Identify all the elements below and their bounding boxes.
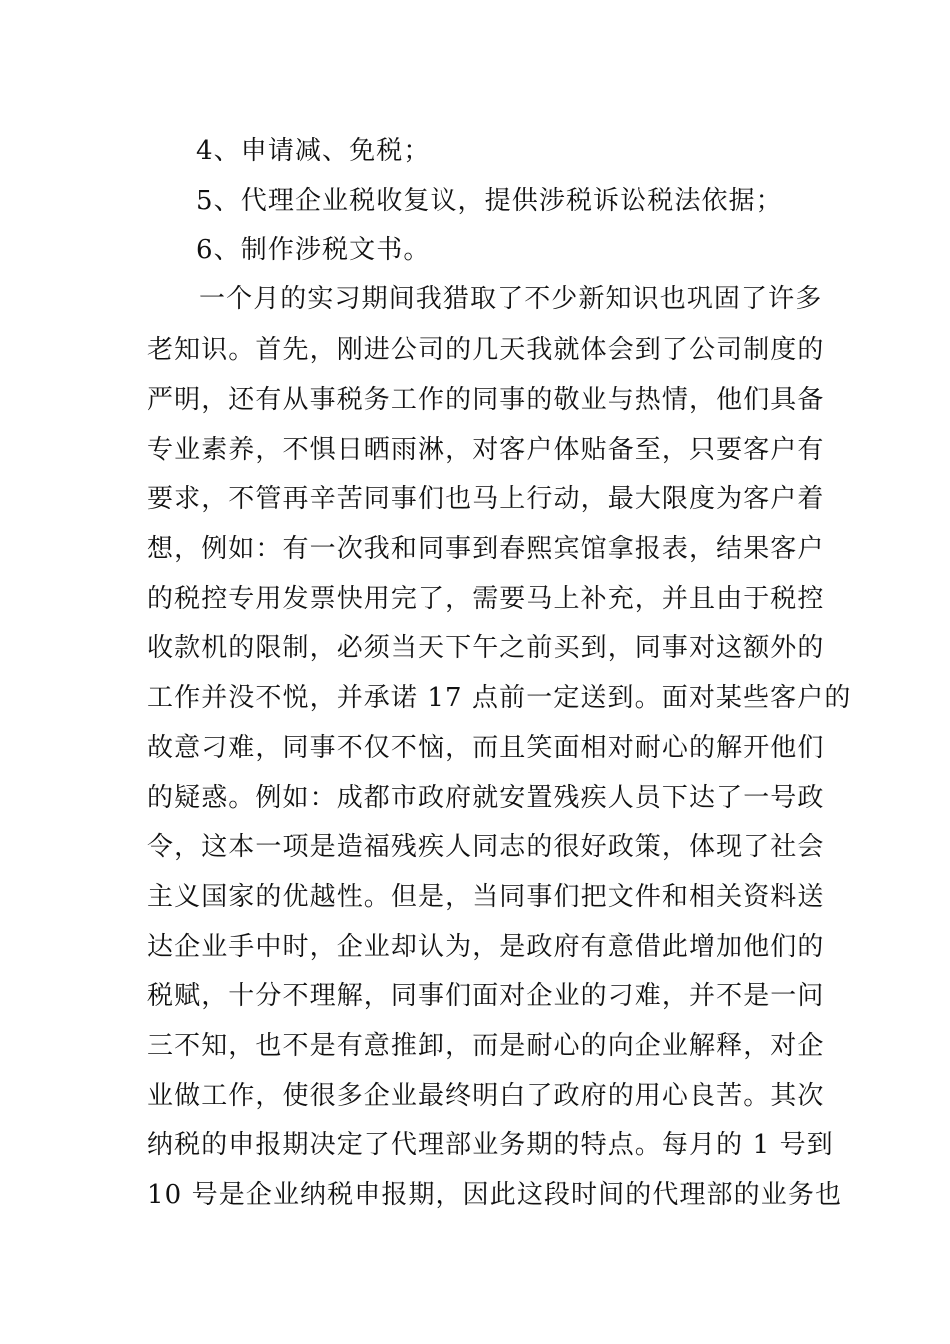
paragraph-line: 10 号是企业纳税申报期，因此这段时间的代理部的业务也 [147, 1180, 843, 1210]
paragraph-line: 的税控专用发票快用完了，需要马上补充，并且由于税控 [147, 584, 825, 614]
list-item-6: 6、制作涉税文书。 [196, 235, 431, 265]
paragraph-line: 想，例如：有一次我和同事到春熙宾馆拿报表，结果客户 [147, 534, 825, 564]
paragraph-line: 令，这本一项是造福残疾人同志的很好政策，体现了社会 [147, 832, 825, 862]
paragraph-line: 主义国家的优越性。但是，当同事们把文件和相关资料送 [147, 882, 825, 912]
paragraph-line: 收款机的限制，必须当天下午之前买到，同事对这额外的 [147, 633, 825, 663]
paragraph-line: 的疑惑。例如：成都市政府就安置残疾人员下达了一号政 [147, 783, 825, 813]
paragraph-line: 达企业手中时，企业却认为，是政府有意借此增加他们的 [147, 932, 825, 962]
list-item-5: 5、代理企业税收复议，提供涉税诉讼税法依据； [196, 186, 783, 216]
paragraph-line: 工作并没不悦，并承诺 17 点前一定送到。面对某些客户的 [147, 683, 852, 713]
paragraph-line: 专业素养，不惧日晒雨淋，对客户体贴备至，只要客户有 [147, 435, 825, 465]
paragraph-line: 一个月的实习期间我猎取了不少新知识也巩固了许多 [199, 284, 823, 314]
list-item-4: 4、申请减、免税； [196, 136, 431, 166]
paragraph-line: 税赋，十分不理解，同事们面对企业的刁难，并不是一问 [147, 981, 825, 1011]
paragraph-line: 老知识。首先，刚进公司的几天我就体会到了公司制度的 [147, 335, 825, 365]
paragraph-line: 故意刁难，同事不仅不恼，而且笑面相对耐心的解开他们 [147, 733, 825, 763]
paragraph-line: 纳税的申报期决定了代理部业务期的特点。每月的 1 号到 [147, 1130, 834, 1160]
paragraph-line: 三不知，也不是有意推卸，而是耐心的向企业解释，对企 [147, 1031, 825, 1061]
paragraph-line: 要求，不管再辛苦同事们也马上行动，最大限度为客户着 [147, 484, 825, 514]
paragraph-line: 严明，还有从事税务工作的同事的敬业与热情，他们具备 [147, 385, 825, 415]
paragraph-line: 业做工作，使很多企业最终明白了政府的用心良苦。其次 [147, 1081, 825, 1111]
